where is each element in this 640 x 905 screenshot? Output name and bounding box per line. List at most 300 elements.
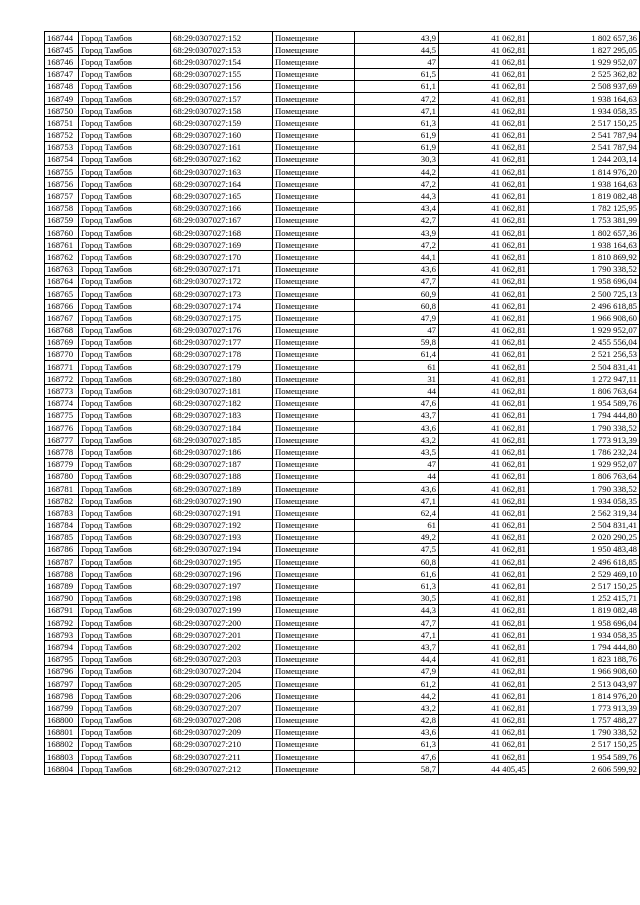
- city-cell: Город Тамбов: [79, 251, 171, 263]
- record-id-cell: 168744: [45, 32, 79, 44]
- table-row: [45, 690, 640, 702]
- city-cell: Город Тамбов: [79, 153, 171, 165]
- city-cell: Город Тамбов: [79, 129, 171, 141]
- city-cell: Город Тамбов: [79, 726, 171, 738]
- area-cell: 44,4: [355, 653, 439, 665]
- cadastral-number-cell: 68:29:0307027:164: [171, 178, 273, 190]
- unit-rate-cell: 41 062,81: [439, 80, 529, 92]
- city-cell: Город Тамбов: [79, 482, 171, 494]
- cadastral-number-cell: 68:29:0307027:177: [171, 336, 273, 348]
- unit-rate-cell: 41 062,81: [439, 714, 529, 726]
- cadastral-number-cell: 68:29:0307027:166: [171, 202, 273, 214]
- object-type-cell: Помещение: [273, 166, 355, 178]
- cadastral-value-cell: 1 938 164,63: [529, 92, 640, 104]
- unit-rate-cell: 41 062,81: [439, 300, 529, 312]
- cadastral-value-cell: 1 790 338,52: [529, 726, 640, 738]
- cadastral-number-cell: 68:29:0307027:161: [171, 141, 273, 153]
- cadastral-value-cell: 2 521 256,53: [529, 348, 640, 360]
- area-cell: 47: [355, 56, 439, 68]
- area-cell: 43,2: [355, 702, 439, 714]
- unit-rate-cell: 41 062,81: [439, 641, 529, 653]
- city-cell: Город Тамбов: [79, 580, 171, 592]
- record-id-cell: 168778: [45, 446, 79, 458]
- unit-rate-cell: 41 062,81: [439, 751, 529, 763]
- area-cell: 58,7: [355, 763, 439, 775]
- city-cell: Город Тамбов: [79, 117, 171, 129]
- city-cell: Город Тамбов: [79, 105, 171, 117]
- cadastral-value-cell: 1 810 869,92: [529, 251, 640, 263]
- unit-rate-cell: 41 062,81: [439, 470, 529, 482]
- table-row: [45, 214, 640, 226]
- unit-rate-cell: 41 062,81: [439, 32, 529, 44]
- area-cell: 31: [355, 373, 439, 385]
- city-cell: Город Тамбов: [79, 629, 171, 641]
- object-type-cell: Помещение: [273, 385, 355, 397]
- cadastral-value-cell: 1 934 058,35: [529, 105, 640, 117]
- record-id-cell: 168791: [45, 604, 79, 616]
- unit-rate-cell: 41 062,81: [439, 482, 529, 494]
- cadastral-number-cell: 68:29:0307027:171: [171, 263, 273, 275]
- city-cell: Город Тамбов: [79, 653, 171, 665]
- cadastral-number-cell: 68:29:0307027:200: [171, 617, 273, 629]
- cadastral-value-cell: 1 929 952,07: [529, 458, 640, 470]
- cadastral-value-cell: 1 802 657,36: [529, 227, 640, 239]
- unit-rate-cell: 41 062,81: [439, 68, 529, 80]
- city-cell: Город Тамбов: [79, 336, 171, 348]
- table-row: [45, 677, 640, 689]
- area-cell: 61,9: [355, 129, 439, 141]
- record-id-cell: 168753: [45, 141, 79, 153]
- cadastral-value-cell: 1 786 232,24: [529, 446, 640, 458]
- object-type-cell: Помещение: [273, 190, 355, 202]
- table-row: [45, 409, 640, 421]
- city-cell: Город Тамбов: [79, 312, 171, 324]
- cadastral-value-cell: 1 806 763,64: [529, 385, 640, 397]
- city-cell: Город Тамбов: [79, 738, 171, 750]
- object-type-cell: Помещение: [273, 56, 355, 68]
- record-id-cell: 168780: [45, 470, 79, 482]
- cadastral-number-cell: 68:29:0307027:206: [171, 690, 273, 702]
- record-id-cell: 168781: [45, 482, 79, 494]
- city-cell: Город Тамбов: [79, 531, 171, 543]
- area-cell: 47,1: [355, 629, 439, 641]
- record-id-cell: 168755: [45, 166, 79, 178]
- unit-rate-cell: 41 062,81: [439, 92, 529, 104]
- object-type-cell: Помещение: [273, 129, 355, 141]
- cadastral-number-cell: 68:29:0307027:158: [171, 105, 273, 117]
- city-cell: Город Тамбов: [79, 592, 171, 604]
- cadastral-number-cell: 68:29:0307027:199: [171, 604, 273, 616]
- cadastral-value-cell: 2 541 787,94: [529, 129, 640, 141]
- unit-rate-cell: 41 062,81: [439, 263, 529, 275]
- city-cell: Город Тамбов: [79, 287, 171, 299]
- table-row: [45, 702, 640, 714]
- record-id-cell: 168779: [45, 458, 79, 470]
- object-type-cell: Помещение: [273, 726, 355, 738]
- cadastral-value-cell: 2 517 150,25: [529, 117, 640, 129]
- record-id-cell: 168802: [45, 738, 79, 750]
- cadastral-value-cell: 1 773 913,39: [529, 434, 640, 446]
- area-cell: 47,6: [355, 751, 439, 763]
- city-cell: Город Тамбов: [79, 458, 171, 470]
- cadastral-value-cell: 1 823 188,76: [529, 653, 640, 665]
- record-id-cell: 168773: [45, 385, 79, 397]
- cadastral-number-cell: 68:29:0307027:186: [171, 446, 273, 458]
- city-cell: Город Тамбов: [79, 604, 171, 616]
- city-cell: Город Тамбов: [79, 422, 171, 434]
- unit-rate-cell: 41 062,81: [439, 178, 529, 190]
- cadastral-number-cell: 68:29:0307027:193: [171, 531, 273, 543]
- record-id-cell: 168761: [45, 239, 79, 251]
- table-row: [45, 44, 640, 56]
- unit-rate-cell: 41 062,81: [439, 702, 529, 714]
- record-id-cell: 168754: [45, 153, 79, 165]
- table-row: [45, 275, 640, 287]
- cadastral-number-cell: 68:29:0307027:190: [171, 495, 273, 507]
- object-type-cell: Помещение: [273, 690, 355, 702]
- cadastral-number-cell: 68:29:0307027:155: [171, 68, 273, 80]
- table-row: [45, 763, 640, 775]
- cadastral-number-cell: 68:29:0307027:194: [171, 543, 273, 555]
- object-type-cell: Помещение: [273, 287, 355, 299]
- cadastral-value-cell: 1 966 908,60: [529, 312, 640, 324]
- unit-rate-cell: 41 062,81: [439, 495, 529, 507]
- object-type-cell: Помещение: [273, 300, 355, 312]
- city-cell: Город Тамбов: [79, 470, 171, 482]
- record-id-cell: 168774: [45, 397, 79, 409]
- table-row: [45, 117, 640, 129]
- cadastral-value-cell: 1 938 164,63: [529, 239, 640, 251]
- cadastral-value-cell: 2 517 150,25: [529, 580, 640, 592]
- city-cell: Город Тамбов: [79, 324, 171, 336]
- object-type-cell: Помещение: [273, 92, 355, 104]
- unit-rate-cell: 41 062,81: [439, 227, 529, 239]
- unit-rate-cell: 41 062,81: [439, 397, 529, 409]
- unit-rate-cell: 41 062,81: [439, 361, 529, 373]
- cadastral-value-cell: 1 827 295,05: [529, 44, 640, 56]
- table-row: [45, 470, 640, 482]
- object-type-cell: Помещение: [273, 397, 355, 409]
- object-type-cell: Помещение: [273, 629, 355, 641]
- object-type-cell: Помещение: [273, 422, 355, 434]
- area-cell: 43,6: [355, 482, 439, 494]
- unit-rate-cell: 41 062,81: [439, 507, 529, 519]
- table-row: [45, 665, 640, 677]
- record-id-cell: 168794: [45, 641, 79, 653]
- record-id-cell: 168799: [45, 702, 79, 714]
- area-cell: 60,8: [355, 300, 439, 312]
- cadastral-value-cell: 1 802 657,36: [529, 32, 640, 44]
- unit-rate-cell: 41 062,81: [439, 239, 529, 251]
- city-cell: Город Тамбов: [79, 519, 171, 531]
- record-id-cell: 168745: [45, 44, 79, 56]
- area-cell: 47,9: [355, 312, 439, 324]
- cadastral-value-cell: 2 504 831,41: [529, 361, 640, 373]
- table-row: [45, 202, 640, 214]
- table-row: [45, 482, 640, 494]
- table-row: [45, 166, 640, 178]
- record-id-cell: 168804: [45, 763, 79, 775]
- table-row: [45, 300, 640, 312]
- city-cell: Город Тамбов: [79, 434, 171, 446]
- record-id-cell: 168751: [45, 117, 79, 129]
- unit-rate-cell: 41 062,81: [439, 56, 529, 68]
- table-row: [45, 568, 640, 580]
- cadastral-number-cell: 68:29:0307027:198: [171, 592, 273, 604]
- cadastral-value-cell: 1 819 082,48: [529, 604, 640, 616]
- city-cell: Город Тамбов: [79, 80, 171, 92]
- area-cell: 43,7: [355, 641, 439, 653]
- cadastral-value-cell: 1 819 082,48: [529, 190, 640, 202]
- object-type-cell: Помещение: [273, 604, 355, 616]
- property-table: [44, 31, 640, 775]
- area-cell: 60,8: [355, 556, 439, 568]
- unit-rate-cell: 41 062,81: [439, 373, 529, 385]
- record-id-cell: 168763: [45, 263, 79, 275]
- cadastral-number-cell: 68:29:0307027:202: [171, 641, 273, 653]
- table-row: [45, 738, 640, 750]
- area-cell: 47,1: [355, 105, 439, 117]
- unit-rate-cell: 41 062,81: [439, 312, 529, 324]
- table-row: [45, 56, 640, 68]
- cadastral-value-cell: 1 782 125,95: [529, 202, 640, 214]
- city-cell: Город Тамбов: [79, 556, 171, 568]
- unit-rate-cell: 41 062,81: [439, 531, 529, 543]
- unit-rate-cell: 41 062,81: [439, 336, 529, 348]
- area-cell: 47,2: [355, 239, 439, 251]
- city-cell: Город Тамбов: [79, 44, 171, 56]
- area-cell: 43,4: [355, 202, 439, 214]
- cadastral-value-cell: 2 496 618,85: [529, 300, 640, 312]
- cadastral-number-cell: 68:29:0307027:156: [171, 80, 273, 92]
- cadastral-number-cell: 68:29:0307027:211: [171, 751, 273, 763]
- object-type-cell: Помещение: [273, 373, 355, 385]
- cadastral-value-cell: 2 562 319,34: [529, 507, 640, 519]
- record-id-cell: 168768: [45, 324, 79, 336]
- unit-rate-cell: 41 062,81: [439, 44, 529, 56]
- area-cell: 44,1: [355, 251, 439, 263]
- record-id-cell: 168787: [45, 556, 79, 568]
- cadastral-value-cell: 1 757 488,27: [529, 714, 640, 726]
- cadastral-value-cell: 1 790 338,52: [529, 422, 640, 434]
- table-row: [45, 519, 640, 531]
- object-type-cell: Помещение: [273, 263, 355, 275]
- cadastral-value-cell: 1 794 444,80: [529, 409, 640, 421]
- record-id-cell: 168783: [45, 507, 79, 519]
- unit-rate-cell: 41 062,81: [439, 592, 529, 604]
- unit-rate-cell: 41 062,81: [439, 690, 529, 702]
- cadastral-number-cell: 68:29:0307027:208: [171, 714, 273, 726]
- area-cell: 47,1: [355, 495, 439, 507]
- area-cell: 61,1: [355, 80, 439, 92]
- object-type-cell: Помещение: [273, 153, 355, 165]
- city-cell: Город Тамбов: [79, 763, 171, 775]
- cadastral-number-cell: 68:29:0307027:163: [171, 166, 273, 178]
- record-id-cell: 168769: [45, 336, 79, 348]
- object-type-cell: Помещение: [273, 751, 355, 763]
- record-id-cell: 168790: [45, 592, 79, 604]
- area-cell: 47,5: [355, 543, 439, 555]
- table-row: [45, 507, 640, 519]
- record-id-cell: 168789: [45, 580, 79, 592]
- record-id-cell: 168796: [45, 665, 79, 677]
- cadastral-number-cell: 68:29:0307027:176: [171, 324, 273, 336]
- property-table-body: [45, 32, 640, 775]
- table-row: [45, 68, 640, 80]
- unit-rate-cell: 41 062,81: [439, 214, 529, 226]
- cadastral-number-cell: 68:29:0307027:159: [171, 117, 273, 129]
- object-type-cell: Помещение: [273, 44, 355, 56]
- record-id-cell: 168793: [45, 629, 79, 641]
- unit-rate-cell: 41 062,81: [439, 153, 529, 165]
- object-type-cell: Помещение: [273, 665, 355, 677]
- cadastral-number-cell: 68:29:0307027:170: [171, 251, 273, 263]
- table-row: [45, 397, 640, 409]
- city-cell: Город Тамбов: [79, 690, 171, 702]
- table-row: [45, 531, 640, 543]
- city-cell: Город Тамбов: [79, 263, 171, 275]
- cadastral-number-cell: 68:29:0307027:187: [171, 458, 273, 470]
- record-id-cell: 168782: [45, 495, 79, 507]
- table-row: [45, 556, 640, 568]
- record-id-cell: 168766: [45, 300, 79, 312]
- cadastral-value-cell: 2 020 290,25: [529, 531, 640, 543]
- unit-rate-cell: 41 062,81: [439, 251, 529, 263]
- unit-rate-cell: 41 062,81: [439, 458, 529, 470]
- cadastral-number-cell: 68:29:0307027:181: [171, 385, 273, 397]
- city-cell: Город Тамбов: [79, 178, 171, 190]
- record-id-cell: 168749: [45, 92, 79, 104]
- unit-rate-cell: 41 062,81: [439, 117, 529, 129]
- object-type-cell: Помещение: [273, 556, 355, 568]
- record-id-cell: 168752: [45, 129, 79, 141]
- cadastral-number-cell: 68:29:0307027:183: [171, 409, 273, 421]
- object-type-cell: Помещение: [273, 105, 355, 117]
- cadastral-number-cell: 68:29:0307027:188: [171, 470, 273, 482]
- table-row: [45, 129, 640, 141]
- object-type-cell: Помещение: [273, 32, 355, 44]
- record-id-cell: 168788: [45, 568, 79, 580]
- record-id-cell: 168800: [45, 714, 79, 726]
- unit-rate-cell: 41 062,81: [439, 275, 529, 287]
- cadastral-number-cell: 68:29:0307027:207: [171, 702, 273, 714]
- cadastral-number-cell: 68:29:0307027:167: [171, 214, 273, 226]
- city-cell: Город Тамбов: [79, 543, 171, 555]
- object-type-cell: Помещение: [273, 251, 355, 263]
- unit-rate-cell: 41 062,81: [439, 519, 529, 531]
- unit-rate-cell: 41 062,81: [439, 129, 529, 141]
- cadastral-value-cell: 1 773 913,39: [529, 702, 640, 714]
- city-cell: Город Тамбов: [79, 202, 171, 214]
- object-type-cell: Помещение: [273, 348, 355, 360]
- cadastral-value-cell: 1 794 444,80: [529, 641, 640, 653]
- table-row: [45, 336, 640, 348]
- cadastral-number-cell: 68:29:0307027:174: [171, 300, 273, 312]
- object-type-cell: Помещение: [273, 714, 355, 726]
- unit-rate-cell: 41 062,81: [439, 141, 529, 153]
- unit-rate-cell: 41 062,81: [439, 385, 529, 397]
- record-id-cell: 168801: [45, 726, 79, 738]
- unit-rate-cell: 41 062,81: [439, 190, 529, 202]
- record-id-cell: 168765: [45, 287, 79, 299]
- table-row: [45, 312, 640, 324]
- record-id-cell: 168784: [45, 519, 79, 531]
- unit-rate-cell: 41 062,81: [439, 348, 529, 360]
- table-row: [45, 580, 640, 592]
- record-id-cell: 168760: [45, 227, 79, 239]
- table-row: [45, 641, 640, 653]
- cadastral-number-cell: 68:29:0307027:168: [171, 227, 273, 239]
- object-type-cell: Помещение: [273, 617, 355, 629]
- object-type-cell: Помещение: [273, 641, 355, 653]
- area-cell: 42,7: [355, 214, 439, 226]
- record-id-cell: 168748: [45, 80, 79, 92]
- record-id-cell: 168797: [45, 677, 79, 689]
- cadastral-value-cell: 1 966 908,60: [529, 665, 640, 677]
- area-cell: 43,9: [355, 32, 439, 44]
- record-id-cell: 168757: [45, 190, 79, 202]
- object-type-cell: Помещение: [273, 543, 355, 555]
- cadastral-number-cell: 68:29:0307027:157: [171, 92, 273, 104]
- object-type-cell: Помещение: [273, 324, 355, 336]
- record-id-cell: 168772: [45, 373, 79, 385]
- city-cell: Город Тамбов: [79, 239, 171, 251]
- city-cell: Город Тамбов: [79, 68, 171, 80]
- object-type-cell: Помещение: [273, 361, 355, 373]
- area-cell: 47,2: [355, 178, 439, 190]
- object-type-cell: Помещение: [273, 763, 355, 775]
- area-cell: 44,5: [355, 44, 439, 56]
- table-row: [45, 141, 640, 153]
- area-cell: 47: [355, 458, 439, 470]
- cadastral-value-cell: 2 504 831,41: [529, 519, 640, 531]
- record-id-cell: 168759: [45, 214, 79, 226]
- object-type-cell: Помещение: [273, 202, 355, 214]
- record-id-cell: 168746: [45, 56, 79, 68]
- cadastral-number-cell: 68:29:0307027:169: [171, 239, 273, 251]
- cadastral-value-cell: 1 272 947,11: [529, 373, 640, 385]
- city-cell: Город Тамбов: [79, 702, 171, 714]
- cadastral-number-cell: 68:29:0307027:185: [171, 434, 273, 446]
- cadastral-number-cell: 68:29:0307027:212: [171, 763, 273, 775]
- table-row: [45, 385, 640, 397]
- cadastral-number-cell: 68:29:0307027:165: [171, 190, 273, 202]
- city-cell: Город Тамбов: [79, 141, 171, 153]
- city-cell: Город Тамбов: [79, 751, 171, 763]
- cadastral-number-cell: 68:29:0307027:205: [171, 677, 273, 689]
- table-row: [45, 239, 640, 251]
- city-cell: Город Тамбов: [79, 190, 171, 202]
- cadastral-number-cell: 68:29:0307027:160: [171, 129, 273, 141]
- unit-rate-cell: 41 062,81: [439, 446, 529, 458]
- table-row: [45, 227, 640, 239]
- area-cell: 47,6: [355, 397, 439, 409]
- object-type-cell: Помещение: [273, 214, 355, 226]
- table-row: [45, 263, 640, 275]
- city-cell: Город Тамбов: [79, 409, 171, 421]
- cadastral-number-cell: 68:29:0307027:152: [171, 32, 273, 44]
- record-id-cell: 168776: [45, 422, 79, 434]
- table-row: [45, 348, 640, 360]
- cadastral-number-cell: 68:29:0307027:189: [171, 482, 273, 494]
- area-cell: 61,9: [355, 141, 439, 153]
- cadastral-value-cell: 1 934 058,35: [529, 495, 640, 507]
- area-cell: 44,2: [355, 690, 439, 702]
- cadastral-value-cell: 2 500 725,13: [529, 287, 640, 299]
- cadastral-value-cell: 1 938 164,63: [529, 178, 640, 190]
- record-id-cell: 168764: [45, 275, 79, 287]
- area-cell: 61,2: [355, 677, 439, 689]
